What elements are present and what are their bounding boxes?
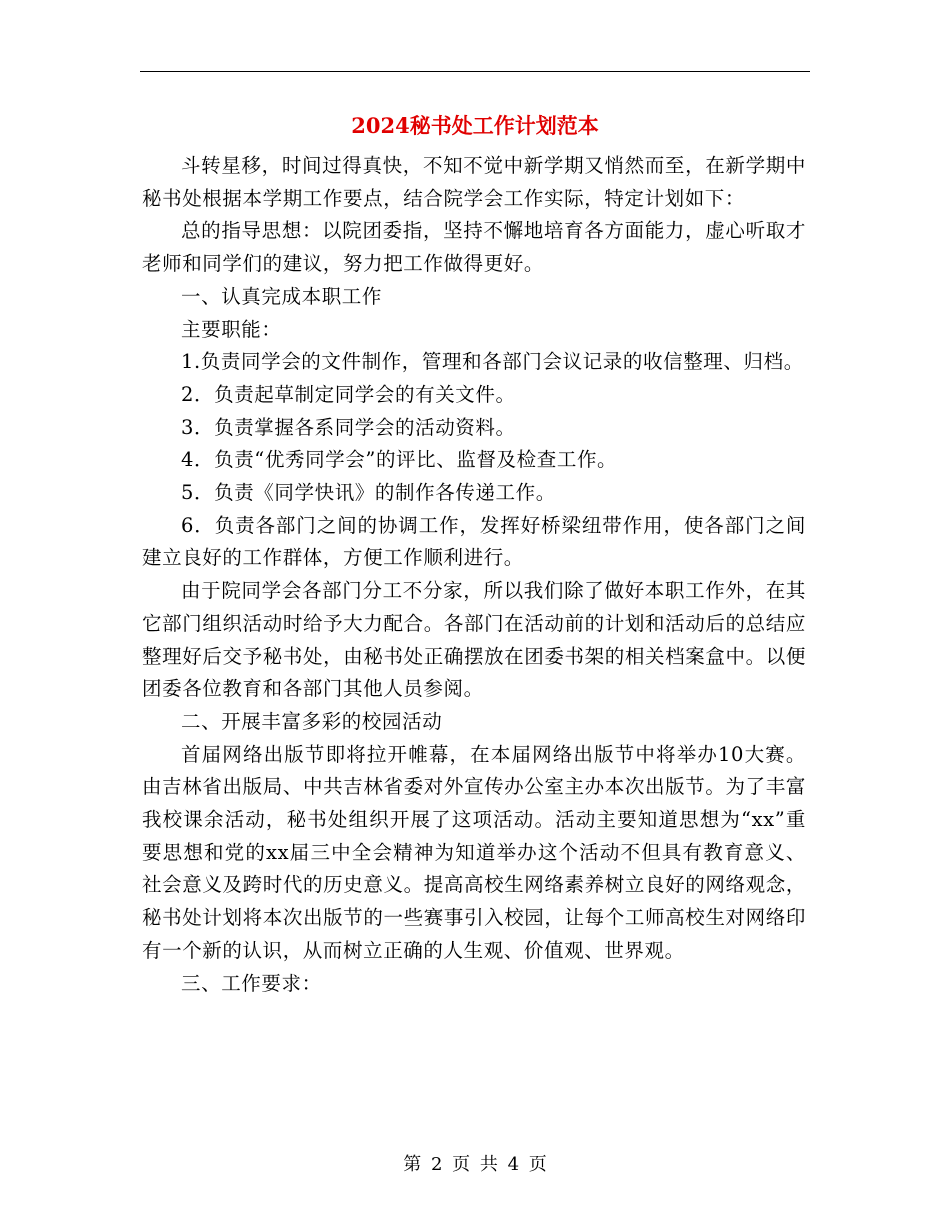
section-heading-2: 二、开展丰富多彩的校园活动 [181,709,443,733]
duty-item-2: 2．负责起草制定同学会的有关文件。 [181,382,516,406]
section-heading-3: 三、工作要求： [181,971,322,995]
duty-item-3: 3．负责掌握各系同学会的活动资料。 [181,415,516,439]
paragraph-intro: 斗转星移，时间过得真快，不知不觉中新学期又悄然而至，在新学期中秘书处根据本学期工作要点，结合院学会工作实际，特定计划如下： [142,154,806,210]
paragraph-publishing-festival: 首届网络出版节即将拉开帷幕，在本届网络出版节中将举办10大赛。由吉林省出版局、中共吉林省委对外宣传办公室主办本次出版节。为了丰富我校课余活动，秘书处组织开展了这项活动。活动主要知道思想为“xx”重要思想和党的xx届三中全会精神为知道举办这个活动不但具有教育意义、社会意义及跨时代的历史意义。提高高校生网络素养树立良好的网络观念，秘书处计划将本次出版节的一些赛事引入校园，让每个工师高校生对网络印有一个新的认识，从而树立正确的人生观、价值观、世界观。 [142,742,806,962]
document-title: 2024秘书处工作计划范本 [351,113,599,138]
duty-item-1: 1.负责同学会的文件制作，管理和各部门会议记录的收信整理、归档。 [181,350,804,374]
paragraph-cooperation: 由于院同学会各部门分工不分家，所以我们除了做好本职工作外，在其它部门组织活动时给予大力配合。各部门在活动前的计划和活动后的总结应整理好后交予秘书处，由秘书处正确摆放在团委书架的相关档案盒中。以便团委各位教育和各部门其他人员参阅。 [142,579,806,701]
paragraph-guiding-thought: 总的指导思想：以院团委指，坚持不懈地培育各方面能力，虚心听取才老师和同学们的建议，努力把工作做得更好。 [142,219,806,276]
section-heading-1: 一、认真完成本职工作 [181,284,383,308]
header-rule [140,71,810,72]
duty-item-6: 6．负责各部门之间的协调工作，发挥好桥梁纽带作用，使各部门之间建立良好的工作群体，方便工作顺利进行。 [142,513,806,570]
document-body [142,150,806,1000]
duty-item-5: 5．负责《同学快讯》的制作各传递工作。 [181,481,556,505]
page-number: 第 2 页 共 4 页 [403,1154,547,1175]
duty-item-4: 4．负责“优秀同学会”的评比、监督及检查工作。 [181,448,618,472]
subheading-main-duties: 主要职能： [181,317,282,341]
